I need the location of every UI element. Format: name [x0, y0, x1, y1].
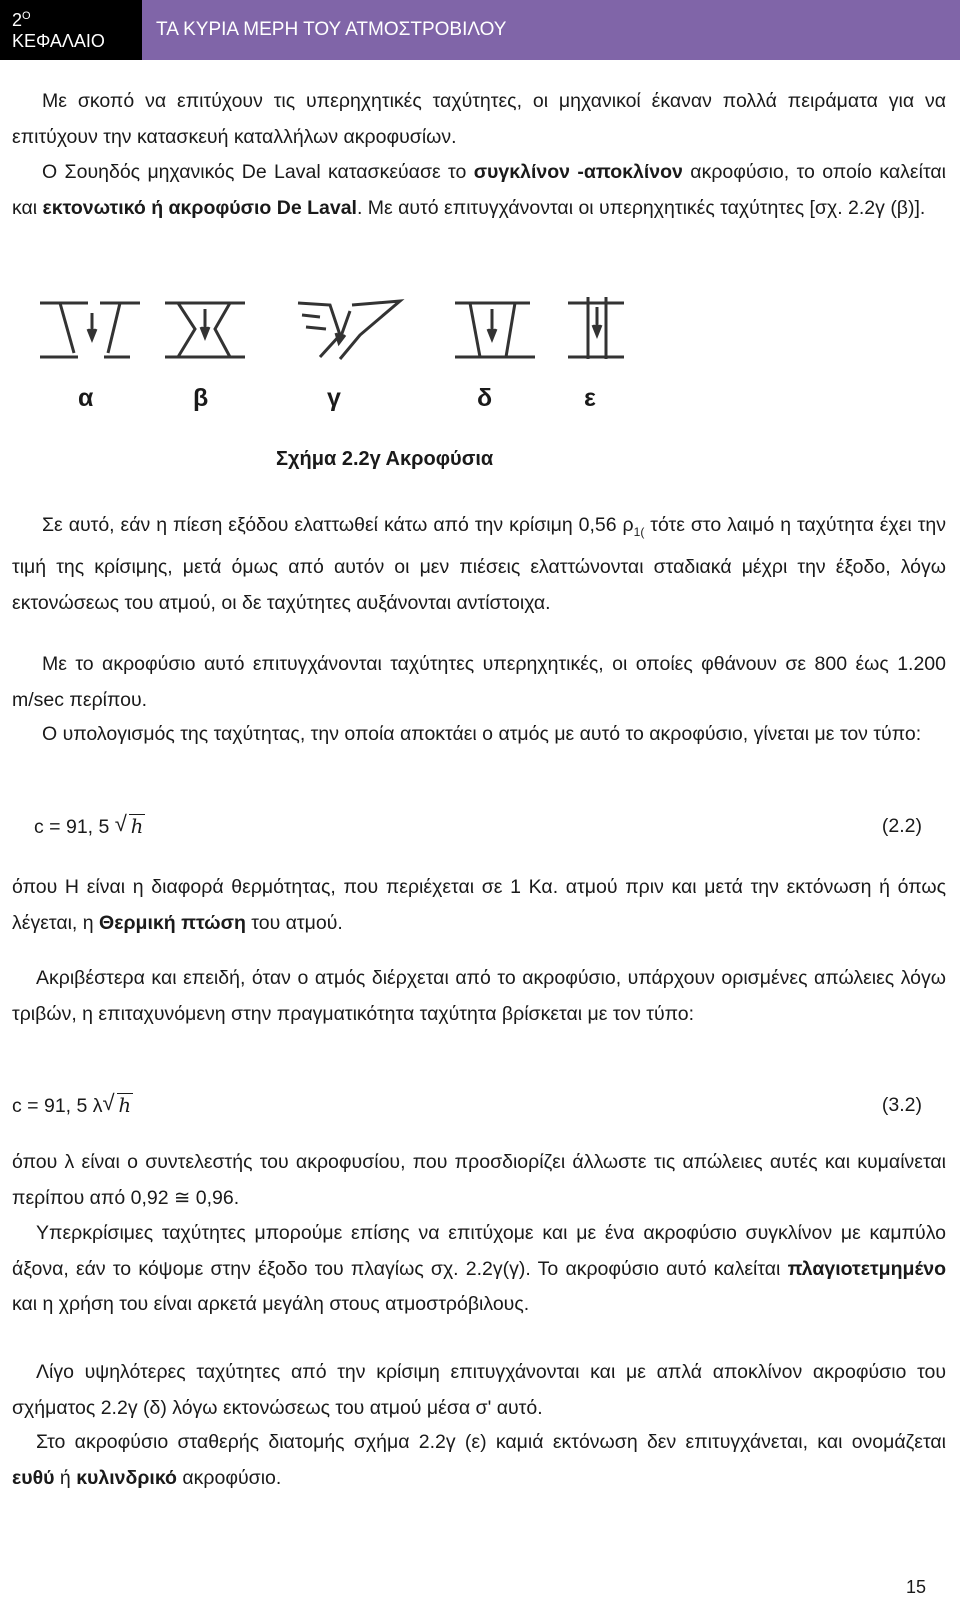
text: ή [54, 1466, 77, 1489]
nozzle-c-drawing [298, 301, 400, 359]
equation-number: (2.2) [881, 815, 922, 837]
bold-term: Θερμική πτώση [99, 911, 246, 934]
text: ακροφύσιο, το οποίο καλείται και [12, 161, 946, 219]
sqrt-symbol: √ h [114, 811, 144, 838]
chapter-header [0, 0, 960, 60]
figure-label-c: γ [327, 384, 341, 412]
nozzle-b-drawing [165, 303, 245, 357]
paragraph-9: Λίγο υψηλότερες ταχύτητες από την κρίσιμη επιτυγχάνονται και με απλά αποκλίνον ακροφύσιο του σχήματος 2.2γ (δ) λόγω εκτονώσεως του ατμού μέσα σ' αυτό. [12, 1361, 946, 1419]
equation-variable: h [130, 815, 144, 838]
text: Ο Σουηδός μηχανικός De Laval κατασκεύασε το [42, 161, 474, 183]
equation-lhs: c = 91, 5 λ [12, 1095, 103, 1117]
paragraph-2 [12, 508, 946, 621]
equation-number: (3.2) [881, 1094, 922, 1116]
equation-2 [12, 1090, 922, 1118]
text: Υπερκρίσιμες ταχύτητες μπορούμε επίσης να επιτύχομε και με ένα ακροφύσιο συγκλίνον με καμπύλο άξονα, εάν το κόψομε στην έξοδο του πλαγίως σχ. 2.2γ(γ). Το ακροφύσιο αυτό καλείται [12, 1222, 946, 1280]
sqrt-symbol: √ h [102, 1090, 132, 1117]
bold-term: κυλινδρικό [76, 1466, 177, 1489]
bold-term: πλαγιοτετμημένο [787, 1257, 946, 1280]
nozzle-a-drawing [40, 303, 140, 357]
paragraph-4: Ο υπολογισμός της ταχύτητας, την οποία αποκτάει ο ατμός με αυτό το ακροφύσιο, γίνεται με τον τύπο: [42, 723, 922, 745]
bold-term: συγκλίνον -αποκλίνον [473, 161, 683, 183]
page-number: 15 [905, 1577, 926, 1597]
paragraph-7: όπου λ είναι ο συντελεστής του ακροφυσίου, που προσδιορίζει άλλωστε τις απώλειες αυτές και κυμαίνεται περίπου από 0,92 ≅ 0,96. [12, 1151, 946, 1209]
subscript: 1( [633, 524, 645, 539]
nozzle-d-drawing [455, 303, 535, 357]
equation-variable: h [118, 1094, 132, 1117]
paragraph-1b [12, 155, 946, 226]
paragraph-8 [12, 1216, 946, 1323]
chapter-title: ΤΑ ΚΥΡΙΑ ΜΕΡΗ ΤΟΥ ΑΤΜΟΣΤΡΟΒΙΛΟΥ [142, 0, 960, 60]
chapter-word: ΚΕΦΑΛΑΙΟ [12, 31, 105, 51]
figure-label-b: β [193, 384, 209, 412]
text: Στο ακροφύσιο σταθερής διατομής σχήμα 2.2γ (ε) καμιά εκτόνωση δεν επιτυγχάνεται, και ονομάζεται [36, 1431, 946, 1453]
paragraph-10 [12, 1425, 946, 1496]
paragraph-5 [12, 870, 946, 941]
chapter-number: 2 [12, 10, 23, 30]
paragraph-3: Με το ακροφύσιο αυτό επιτυγχάνονται ταχύτητες υπερηχητικές, οι οποίες φθάνουν σε 800 έως 1.200 m/sec περίπου. [12, 653, 946, 711]
nozzle-figure [40, 295, 660, 375]
text: Σε αυτό, εάν η πίεση εξόδου ελαττωθεί κάτω από την κρίσιμη 0,56 ρ [42, 514, 634, 536]
figure-label-d: δ [477, 384, 493, 412]
paragraph-1a: Με σκοπό να επιτύχουν τις υπερηχητικές ταχύτητες, οι μηχανικοί έκαναν πολλά πειράματα για να επιτύχουν την κατασκευή καταλλήλων ακροφυσίων. [12, 90, 946, 148]
equation-lhs: c = 91, 5 [34, 816, 115, 838]
text: . Με αυτό επιτυγχάνονται οι υπερηχητικές ταχύτητες [σχ. 2.2γ (β)]. [356, 196, 926, 219]
paragraph-6: Ακριβέστερα και επειδή, όταν ο ατμός διέρχεται από το ακροφύσιο, υπάρχουν ορισμένες απώλειες λόγω τριβών, η επιταχυνόμενη στην πραγματικότητα ταχύτητα βρίσκεται με τον τύπο: [12, 967, 946, 1025]
text: του ατμού. [245, 911, 343, 934]
text: τότε στο λαιμό η ταχύτητα έχει την τιμή της κρίσιμης, μετά όμως από αυτόν οι μεν πιέσεις ελαττώνονται σταδιακά μέχρι την έξοδο, λόγω εκτονώσεως του ατμού, οι δε ταχύτητες αυξάνονται αντίστοιχα. [12, 514, 946, 614]
text: ακροφύσιο. [176, 1466, 282, 1489]
bold-term: ευθύ [12, 1466, 55, 1489]
equation-1 [34, 811, 922, 839]
text: και η χρήση του είναι αρκετά μεγάλη στους ατμοστρόβιλους. [12, 1293, 530, 1315]
figure-caption: Σχήμα 2.2γ Ακροφύσια [276, 448, 494, 470]
text: όπου Η είναι η διαφορά θερμότητας, που περιέχεται σε 1 Κα. ατμού πριν και μετά την εκτόνωση ή όπως λέγεται, η [12, 876, 946, 934]
chapter-number-sup: Ο [22, 10, 31, 22]
nozzle-e-drawing [568, 297, 624, 359]
figure-label-a: α [78, 384, 94, 412]
chapter-box [0, 0, 142, 60]
bold-term: εκτονωτικό ή ακροφύσιο De Laval [42, 196, 357, 219]
figure-label-e: ε [584, 384, 596, 412]
